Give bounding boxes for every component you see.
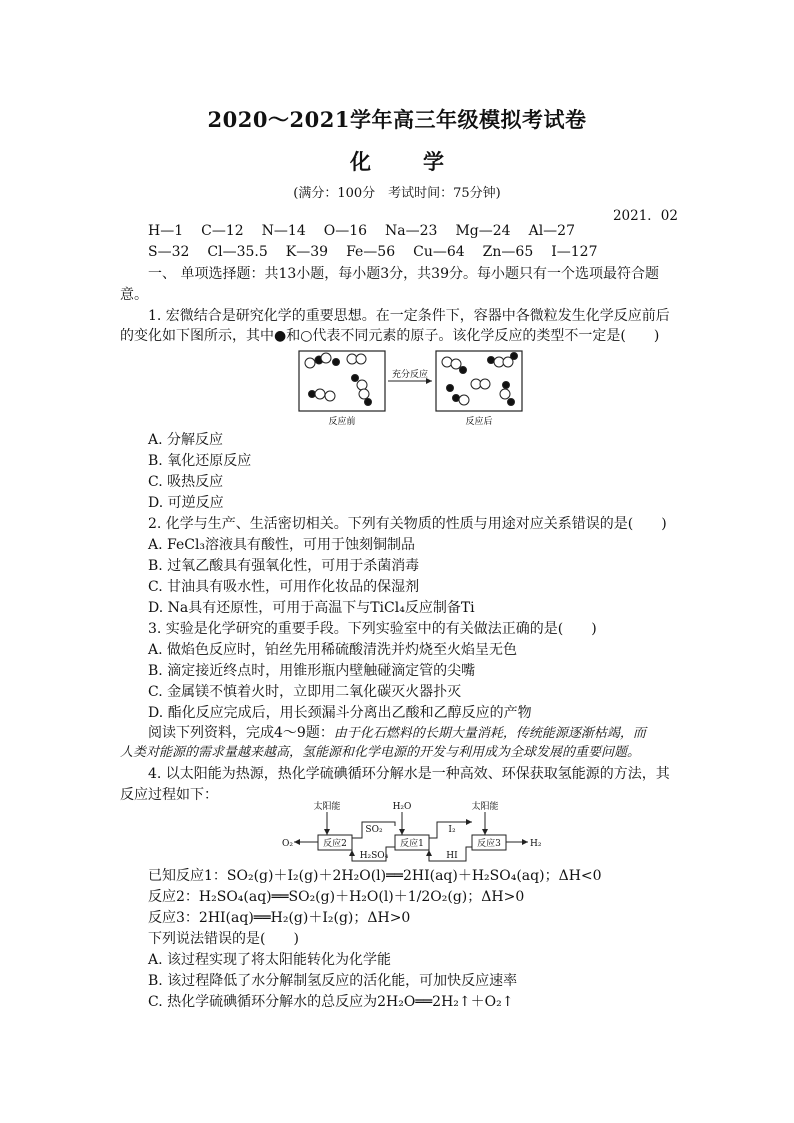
q1-particle-figure — [298, 350, 523, 428]
atomic-mass-item: Al—27 — [528, 223, 575, 239]
atomic-mass-item: O—16 — [323, 223, 368, 239]
atomic-mass-item: C—12 — [201, 223, 244, 239]
q3-stem: 3. 实验是化学研究的重要手段。下列实验室中的有关做法正确的是( ) — [148, 621, 597, 637]
atomic-mass-item: K—39 — [285, 244, 329, 260]
q1-stem: 1. 宏微结合是研究化学的重要思想。在一定条件下，容器中各微粒发生化学反应前后 — [148, 308, 670, 324]
so2-label: SO₂ — [365, 825, 383, 835]
atomic-mass-row-2 — [148, 242, 708, 262]
q3-option-b: B. 滴定接近终点时，用锥形瓶内壁触碰滴定管的尖嘴 — [148, 663, 476, 679]
atomic-mass-item: S—32 — [148, 244, 190, 260]
atomic-mass-item: Cu—64 — [413, 244, 465, 260]
atomic-mass-row-1 — [148, 221, 708, 241]
score-time-note: (满分：100分 考试时间：75分钟) — [293, 186, 501, 201]
atomic-mass-item: Zn—65 — [482, 244, 534, 260]
q4-reaction-3: 反应3：2HI(aq)══H₂(g)＋I₂(g)；ΔH>0 — [148, 910, 411, 926]
q1-stem-cont: 的变化如下图所示，其中●和○代表不同元素的原子。该化学反应的类型不一定是( ) — [120, 328, 660, 344]
reading-text-2: 人类对能源的需求量越来越高，氢能源和化学电源的开发与利用成为全球发展的重要问题。 — [120, 745, 641, 760]
water-label: H₂O — [392, 802, 412, 812]
before-molecules — [305, 353, 372, 406]
atomic-mass-item: Mg—24 — [455, 223, 511, 239]
q4-ask: 下列说法错误的是( ) — [148, 931, 299, 947]
subject-char-2: 学 — [423, 149, 444, 174]
reading-label: 阅读下列资料，完成4～9题： — [148, 725, 334, 741]
i2-label: I₂ — [448, 825, 456, 835]
h2so4-label: H₂SO₄ — [359, 851, 389, 861]
q3-option-a: A. 做焰色反应时，铂丝先用稀硫酸清洗并灼烧至火焰呈无色 — [148, 642, 518, 658]
atomic-mass-item: Fe—56 — [346, 244, 396, 260]
q4-stem-cont: 反应过程如下： — [120, 787, 218, 803]
atomic-mass-item: Cl—35.5 — [207, 244, 268, 260]
section-heading-cont: 意。 — [120, 287, 148, 303]
reaction-3-label: 反应3 — [477, 839, 501, 849]
q4-reaction-1: 已知反应1：SO₂(g)＋I₂(g)＋2H₂O(l)══2HI(aq)＋H₂SO₄(aq)；ΔH<0 — [148, 868, 602, 884]
subject-heading — [0, 146, 794, 176]
q4-option-c: C. 热化学硫碘循环分解水的总反应为2H₂O══2H₂↑＋O₂↑ — [148, 994, 514, 1010]
reaction-2-label: 反应2 — [323, 839, 347, 849]
after-molecules — [442, 353, 518, 406]
q4-cycle-diagram — [280, 798, 550, 864]
atomic-mass-item: Na—23 — [385, 223, 438, 239]
arrow-label: 充分反应 — [391, 370, 429, 380]
atomic-mass-item: N—14 — [261, 223, 306, 239]
exam-date: 2021．02 — [612, 208, 678, 224]
atomic-mass-item: I—127 — [551, 244, 598, 260]
exam-title: 2020～2021学年高三年级模拟考试卷 — [207, 107, 587, 132]
q1-option-a: A. 分解反应 — [148, 432, 224, 448]
sun-right-label: 太阳能 — [471, 802, 499, 812]
q2-option-c: C. 甘油具有吸水性，可用作化妆品的保湿剂 — [148, 579, 420, 595]
h2-label: H₂ — [530, 839, 542, 849]
q3-option-d: D. 酯化反应完成后，用长颈漏斗分离出乙酸和乙醇反应的产物 — [148, 705, 532, 721]
q4-option-b: B. 该过程降低了水分解制氢反应的活化能，可加快反应速率 — [148, 973, 518, 989]
o2-label: O₂ — [282, 839, 293, 849]
q2-option-b: B. 过氧乙酸具有强氧化性，可用于杀菌消毒 — [148, 558, 420, 574]
hi-label: HI — [446, 851, 458, 861]
q1-option-c: C. 吸热反应 — [148, 474, 224, 490]
q2-option-a: A. FeCl₃溶液具有酸性，可用于蚀刻铜制品 — [148, 537, 416, 553]
section-heading: 一、 单项选择题：共13小题，每小题3分，共39分。每小题只有一个选项最符合题 — [148, 266, 659, 282]
q4-reaction-2: 反应2：H₂SO₄(aq)══SO₂(g)＋H₂O(l)＋1/2O₂(g)；ΔH>0 — [148, 889, 525, 905]
q3-option-c: C. 金属镁不慎着火时，立即用二氧化碳灭火器扑灭 — [148, 684, 462, 700]
subject-char-1: 化 — [350, 149, 371, 174]
q2-option-d: D. Na具有还原性，可用于高温下与TiCl₄反应制备Ti — [148, 600, 475, 616]
q4-stem: 4. 以太阳能为热源，热化学硫碘循环分解水是一种高效、环保获取氢能源的方法，其 — [148, 766, 670, 782]
q2-stem: 2. 化学与生产、生活密切相关。下列有关物质的性质与用途对应关系错误的是( ) — [148, 516, 667, 532]
reading-text-1: 由于化石燃料的长期大量消耗，传统能源逐渐枯竭，而 — [333, 726, 646, 741]
after-label: 反应后 — [465, 417, 493, 427]
before-label: 反应前 — [328, 417, 356, 427]
q4-option-a: A. 该过程实现了将太阳能转化为化学能 — [148, 952, 392, 968]
reaction-1-label: 反应1 — [400, 839, 424, 849]
q1-option-d: D. 可逆反应 — [148, 495, 224, 511]
sun-left-label: 太阳能 — [313, 802, 341, 812]
reading-intro — [148, 723, 708, 744]
q1-option-b: B. 氧化还原反应 — [148, 453, 252, 469]
atomic-mass-item: H—1 — [148, 223, 184, 239]
